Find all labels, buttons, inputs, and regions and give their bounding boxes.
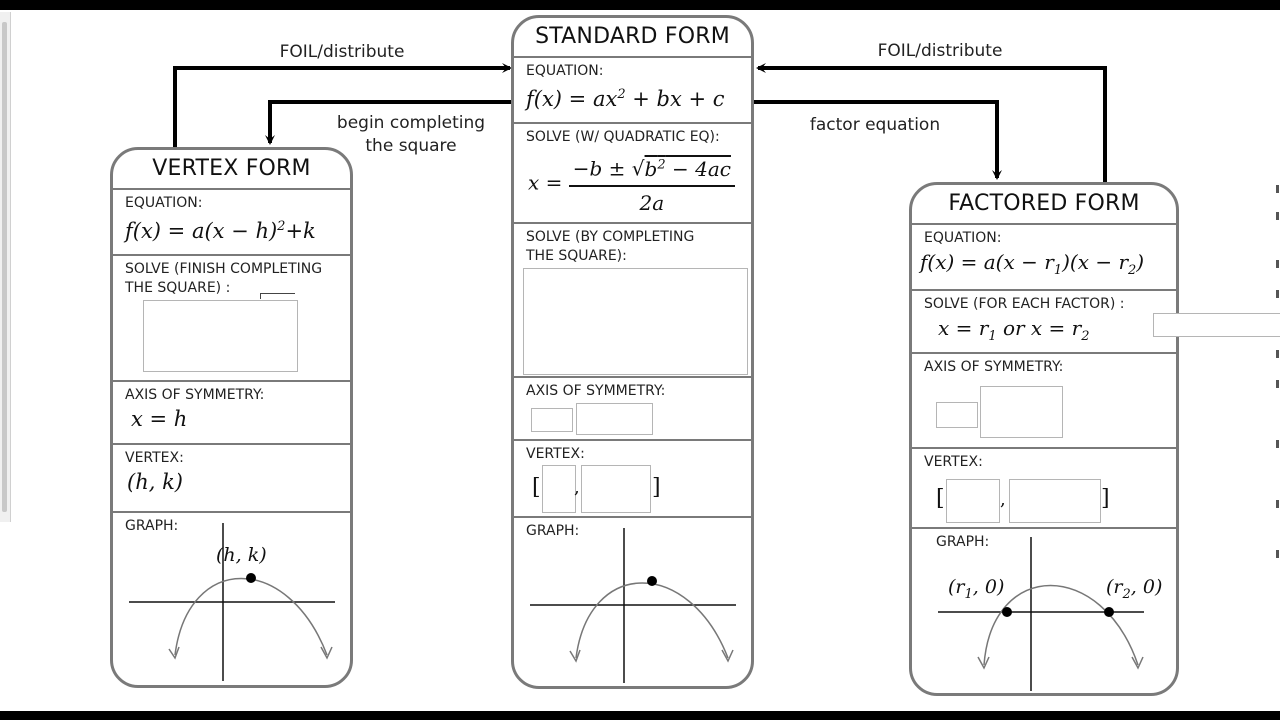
quadratic-formula: x = $\frac{-b \pm √b^2 - 4ac}{2a}$: [514, 151, 751, 217]
factored-axis-input-small[interactable]: [936, 402, 978, 428]
factored-equation-formula: $f(x) = a(x - r_1)(x - r_2)$: [920, 250, 1145, 278]
vertex-vertex-section: [113, 445, 350, 513]
right-edge-tick: [1276, 290, 1279, 298]
standard-graph-parabola: [576, 583, 728, 658]
vertex-point-label: (h, k): [216, 544, 267, 566]
factored-form-card: [909, 182, 1179, 696]
factored-axis-label: AXIS OF SYMMETRY:: [924, 359, 1064, 375]
factored-graph-root2-point: [1104, 607, 1114, 617]
vertex-graph-section: [113, 513, 350, 688]
factored-vertex-y-input[interactable]: [1009, 479, 1101, 523]
vertex-equation-formula: $f(x) = a(x - h)^2+k$: [125, 219, 316, 243]
right-edge-tick: [1276, 550, 1279, 558]
standard-equation-label: EQUATION:: [526, 63, 604, 79]
factored-axis-input-large[interactable]: [980, 386, 1063, 438]
factored-form-title: FACTORED FORM: [912, 185, 1176, 225]
standard-axis-label: AXIS OF SYMMETRY:: [526, 383, 666, 399]
standard-solve-quadratic-label: SOLVE (W/ QUADRATIC EQ):: [526, 129, 720, 145]
standard-vertex-open-bracket: [: [532, 475, 541, 500]
factored-solve-label: SOLVE (FOR EACH FACTOR) :: [924, 296, 1125, 312]
right-edge-tick: [1276, 440, 1279, 448]
factored-vertex-section: [912, 449, 1176, 529]
vertex-equation-label: EQUATION:: [125, 195, 203, 211]
right-edge-tick: [1276, 500, 1279, 508]
standard-graph-label: GRAPH:: [526, 523, 580, 539]
factored-equation-section: [912, 225, 1176, 291]
vertex-graph-parabola: [175, 579, 327, 656]
completing-square-label-line2: the square: [365, 136, 457, 156]
vertex-axis-formula: x = h: [131, 407, 188, 431]
vertex-axis-section: [113, 382, 350, 445]
vertex-solve-label-line2: THE SQUARE) :: [125, 280, 231, 296]
factored-solve-formula: $x = r_1$ or $x = r_2$: [938, 316, 1090, 344]
factored-solve-section: [912, 291, 1176, 354]
right-edge-tick: [1276, 380, 1279, 388]
standard-solve-completing-label-line1: SOLVE (BY COMPLETING: [526, 229, 695, 245]
vertex-vertex-label: VERTEX:: [125, 450, 184, 466]
factored-equation-label: EQUATION:: [924, 230, 1002, 246]
standard-equation-section: [514, 58, 751, 124]
vertex-solve-input-box[interactable]: [143, 300, 298, 372]
vertex-form-card: [110, 147, 353, 688]
standard-graph: [514, 518, 754, 688]
vertex-graph-label: GRAPH:: [125, 518, 179, 534]
vertex-axis-label: AXIS OF SYMMETRY:: [125, 387, 265, 403]
standard-graph-section: [514, 518, 751, 688]
standard-vertex-label: VERTEX:: [526, 446, 585, 462]
vertex-graph-arrow-left: [169, 647, 179, 658]
standard-graph-arrow-left: [570, 650, 580, 661]
vertex-solve-label-line1: SOLVE (FINISH COMPLETING: [125, 261, 323, 277]
completing-square-label-line1: begin completing: [336, 113, 486, 133]
factored-graph: [912, 529, 1179, 696]
right-edge-tick: [1276, 212, 1279, 220]
vertex-solve-section: [113, 256, 350, 382]
standard-axis-input-large[interactable]: [576, 403, 653, 435]
standard-completing-input-box[interactable]: [523, 268, 748, 375]
standard-form-card: [511, 15, 754, 689]
right-edge-tick: [1276, 350, 1279, 358]
factored-vertex-x-input[interactable]: [946, 479, 1000, 523]
factored-root1-label: ($r_1$, 0): [948, 576, 1005, 602]
factored-vertex-close-bracket: ]: [1101, 486, 1110, 511]
foil-distribute-right-label: FOIL/distribute: [877, 41, 1003, 61]
vertex-equation-section: [113, 190, 350, 256]
foil-distribute-left-label: FOIL/distribute: [279, 42, 405, 62]
standard-vertex-y-input[interactable]: [581, 465, 651, 513]
right-edge-tick: [1276, 260, 1279, 268]
standard-solve-completing-section: [514, 224, 751, 378]
standard-form-title: STANDARD FORM: [514, 18, 751, 58]
standard-axis-section: [514, 378, 751, 441]
factored-graph-parabola: [984, 586, 1138, 666]
standard-equation-formula: $f(x) = ax^2$ + bx + c: [526, 87, 725, 111]
standard-vertex-x-input[interactable]: [542, 465, 576, 513]
factored-root2-label: ($r_2$, 0): [1106, 576, 1163, 602]
factored-graph-section: [912, 529, 1176, 696]
factored-vertex-open-bracket: [: [936, 486, 945, 511]
standard-vertex-comma: ,: [574, 477, 580, 498]
standard-solve-completing-label-line2: THE SQUARE):: [526, 248, 627, 264]
standard-vertex-close-bracket: ]: [652, 475, 661, 500]
factored-graph-root1-point: [1002, 607, 1012, 617]
factored-vertex-label: VERTEX:: [924, 454, 983, 470]
vertex-solve-cursor-mark: [260, 293, 295, 299]
vertex-vertex-formula: (h, k): [127, 470, 183, 494]
standard-solve-quadratic-section: [514, 124, 751, 224]
right-edge-tick: [1276, 185, 1279, 193]
vertex-graph-vertex-point: [246, 573, 256, 583]
factored-axis-section: [912, 354, 1176, 449]
vertex-form-title: VERTEX FORM: [113, 150, 350, 190]
standard-graph-vertex-point: [647, 576, 657, 586]
factored-vertex-comma: ,: [1000, 489, 1006, 510]
vertex-graph: [113, 513, 353, 688]
factored-graph-label: GRAPH:: [936, 534, 990, 550]
right-edge-input-box[interactable]: [1153, 313, 1280, 337]
factor-equation-label: factor equation: [809, 115, 941, 135]
standard-vertex-section: [514, 441, 751, 518]
standard-axis-input-small[interactable]: [531, 408, 573, 432]
